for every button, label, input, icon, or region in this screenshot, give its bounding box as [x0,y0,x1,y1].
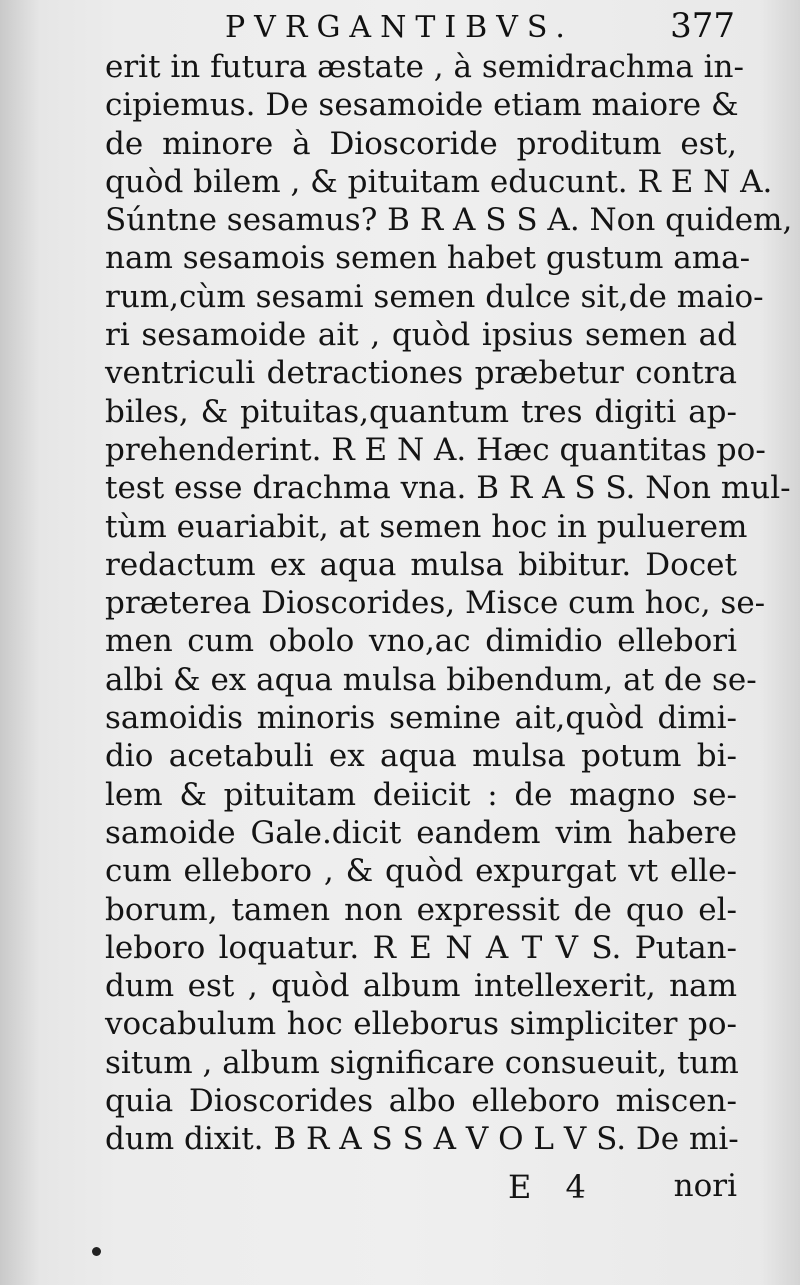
text-line: quia Dioscorides albo elleboro miscen- [105,1083,737,1120]
page-footer [105,1168,737,1210]
text-line: ri sesamoide ait , quòd ipsius semen ad [105,317,737,354]
text-line: de minore à Dioscoride proditum est, [105,125,737,162]
text-line: nam sesamois semen habet gustum ama- [105,240,751,277]
text-line: lem & pituitam deiicit : de magno se- [105,776,737,813]
text-line: ventriculi detractiones præbetur contra [105,355,737,392]
text-line: cum elleboro , & quòd expurgat vt elle- [105,853,737,890]
text-line: præterea Dioscorides, Misce cum hoc, se- [105,585,766,622]
text-line: dum est , quòd album intellexerit, nam [105,968,737,1005]
text-line: cipiemus. De sesamoide etiam maiore & [105,87,739,124]
text-line: prehenderint. R E N A. Hæc quantitas po- [105,431,766,468]
text-line: tùm euariabit, at semen hoc in puluerem [105,508,748,545]
running-head: PVRGANTIBVS. [225,10,574,45]
ink-dot [92,1247,101,1256]
text-line: quòd bilem , & pituitam educunt. R E N A. [105,163,773,200]
text-line: test esse drachma vna. B R A S S. Non mul- [105,470,791,507]
text-line: dum dixit. B R A S S A V O L V S. De mi- [105,1121,739,1158]
text-line: biles, & pituitas,quantum tres digiti ap- [105,393,737,430]
body-text [105,48,793,1159]
text-line: men cum obolo vno,ac dimidio ellebori [105,623,737,660]
text-line: albi & ex aqua mulsa bibendum, at de se- [105,661,757,698]
text-line: leboro loquatur. R E N A T V S. Putan- [105,929,737,966]
page-number: 377 [670,6,735,46]
text-line: erit in futura æstate , à semidrachma in- [105,49,744,85]
text-line: borum, tamen non expressit de quo el- [105,891,737,928]
text-line: situm , album significare consueuit, tum [105,1044,739,1081]
text-line: rum,cùm sesami semen dulce sit,de maio- [105,278,764,315]
text-line: samoide Gale.dicit eandem vim habere [105,814,737,851]
text-line: redactum ex aqua mulsa bibitur. Docet [105,546,737,583]
page-header [105,6,735,46]
catchword: nori [673,1168,737,1204]
text-line: samoidis minoris semine ait,quòd dimi- [105,700,737,737]
text-line: Súntne sesamus? B R A S S A. Non quidem, [105,202,793,239]
text-line: dio acetabuli ex aqua mulsa potum bi- [105,738,737,775]
signature-mark: E 4 [508,1168,598,1206]
text-line: vocabulum hoc elleborus simpliciter po- [105,1006,737,1043]
